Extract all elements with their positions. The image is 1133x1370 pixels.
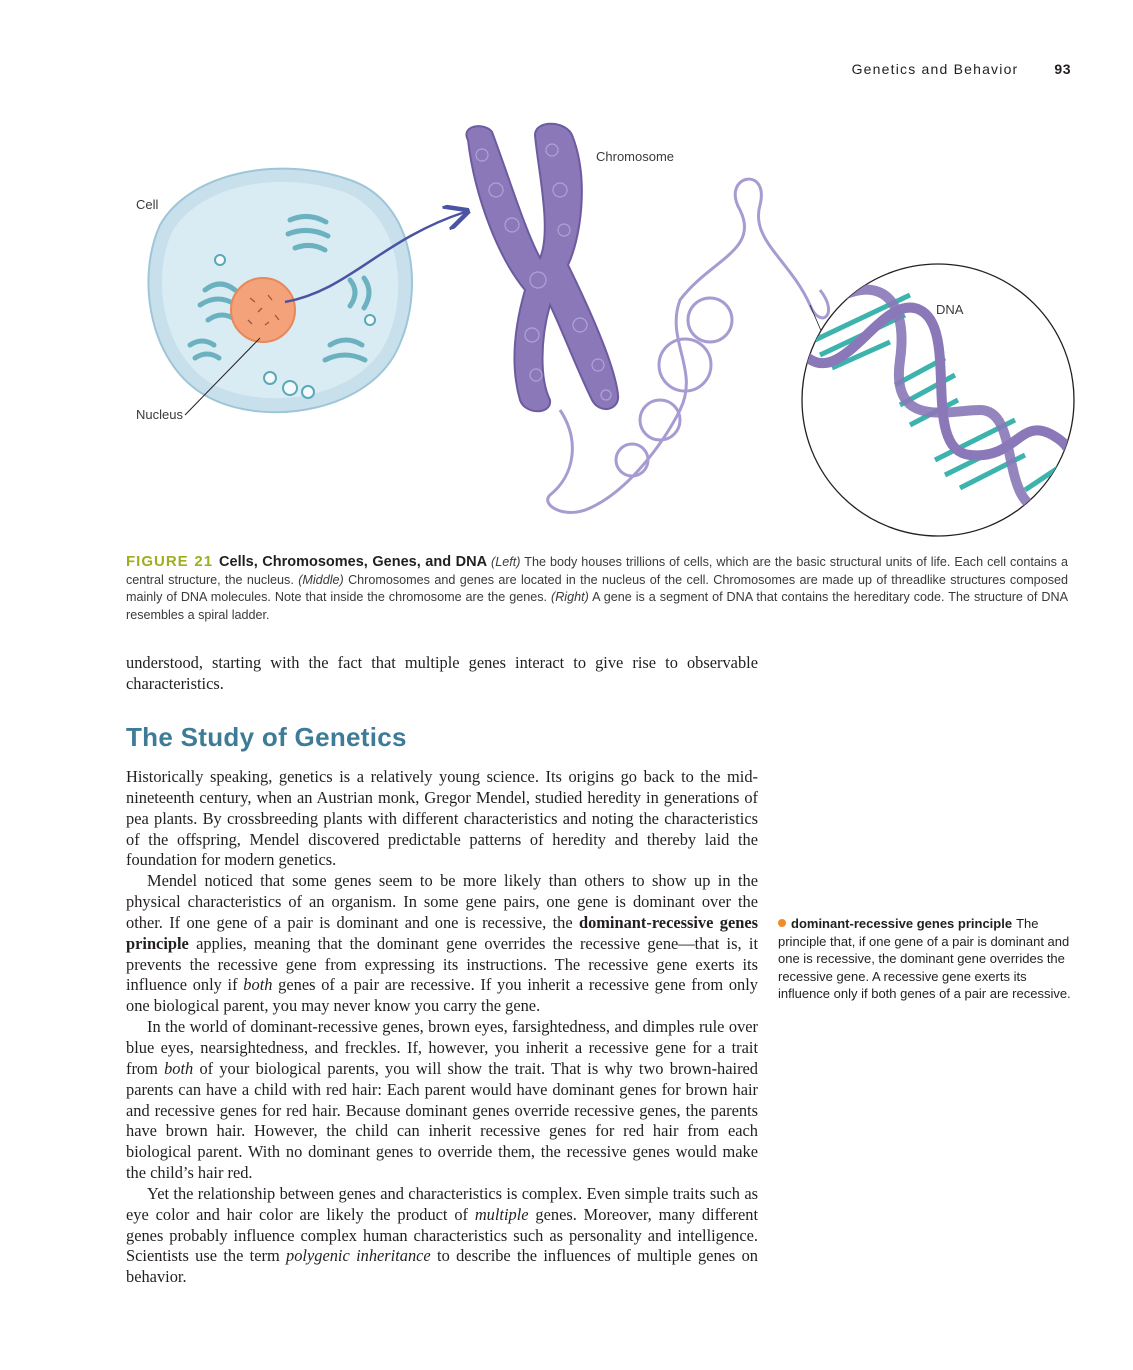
page-number: 93 (1054, 61, 1071, 77)
emphasis-both: both (243, 975, 273, 995)
figure-title: Cells, Chromosomes, Genes, and DNA (219, 554, 488, 570)
paragraph-2-text-a: Mendel noticed that some genes seem to be more likely than others to show up in the physical characteristics of an organism. In some gene pairs, one gene is dominant over the other. If one gene of a pair is dominant and one is recessive, the (126, 871, 758, 932)
definition-term: dominant-recessive genes principle (791, 916, 1013, 931)
emphasis-multiple: multiple (474, 1204, 529, 1224)
paragraph-4-text-c: to describe the influences of multiple genes on behavior. (126, 1246, 758, 1287)
section-body (126, 767, 758, 1288)
section-heading: The Study of Genetics (126, 722, 407, 752)
cell-label: Cell (136, 197, 159, 212)
paragraph-1: Historically speaking, genetics is a relatively young science. Its origins go back to the mid-nineteenth century, when an Austrian monk, Gregor Mendel, studied heredity in generations of pea plants. By crossbreeding plants with different characteristics and noting the characteristics of the offspring, Mendel discovered predictable patterns of heredity and thereby laid the foundation for modern genetics. (126, 767, 758, 870)
caption-left-marker: (Left) (491, 555, 521, 569)
paragraph-4-text-a: Yet the relationship between genes and characteristics is complex. Even simple traits such as eye color and hair color are likely the product of (126, 1183, 758, 1224)
nucleus-label: Nucleus (136, 407, 183, 422)
figure-caption (126, 553, 1068, 624)
caption-middle-text: Chromosomes and genes are located in the nucleus of the cell. Chromosomes are made up of threadlike structures composed mainly of DNA molecules. Note that inside the chromosome are the genes. (126, 572, 1068, 604)
paragraph-2-text-c: genes of a pair are recessive. If you inherit a recessive gene from only one biological parent, you may never know you carry the gene. (126, 975, 758, 1016)
paragraph-2-text-b: applies, meaning that the dominant gene overrides the recessive gene—that is, it prevents the recessive gene from expressing its instructions. The recessive gene exerts its influence only if (126, 933, 758, 995)
cell-illustration (136, 169, 412, 422)
paragraph-4 (126, 1184, 758, 1288)
emphasis-both-2: both (164, 1058, 194, 1078)
nucleus-shape (231, 278, 295, 342)
running-title: Genetics and Behavior (851, 61, 1019, 77)
key-term-dominant-recessive: dominant-recessive genes principle (126, 912, 758, 953)
continued-paragraph: understood, starting with the fact that multiple genes interact to give rise to observable characteristics. (126, 653, 758, 693)
paragraph-4-text-b: genes. Moreover, many different genes probably influence complex human characteristics such as personality and intelligence. Scientists use the term (126, 1204, 758, 1266)
chromosome-illustration (466, 124, 828, 513)
emphasis-polygenic-inheritance: polygenic inheritance (286, 1246, 431, 1266)
running-header (852, 61, 1071, 77)
paragraph-2 (126, 871, 758, 1017)
paragraph-3-text-a: In the world of dominant-recessive genes, brown eyes, farsightedness, and dimples rule over blue eyes, nearsightedness, and freckles. If, however, you inherit a recessive gene for a trait from (126, 1017, 758, 1078)
cell-chromosome-dna-diagram (120, 110, 1080, 540)
paragraph-3-text-b: of your biological parents, you will show the trait. That is why two brown-haired parents can have a child with red hair: Each parent would have dominant genes for brown hair and recessive genes for red hair. Because dominant genes override recessive genes, the parents have brown hair. However, the child can inherit recessive genes for red hair from each biological parent. With no dominant genes to override them, the recessive genes would make the child’s hair red. (126, 1058, 758, 1183)
caption-right-text: A gene is a segment of DNA that contains the hereditary code. The structure of DNA resembles a spiral ladder. (126, 590, 1068, 622)
caption-right-marker: (Right) (551, 590, 589, 604)
chromosome-label: Chromosome (596, 149, 675, 164)
figure-number: FIGURE 21 (126, 553, 214, 570)
dna-label: DNA (936, 302, 964, 317)
dna-illustration (800, 264, 1080, 536)
paragraph-3 (126, 1017, 758, 1184)
figure-21-illustration (120, 110, 1080, 540)
bullet-dot-icon (778, 919, 786, 927)
caption-left-text: The body houses trillions of cells, which are the basic structural units of life. Each cell contains a central structure, the nucleus. (126, 555, 1068, 587)
caption-middle-marker: (Middle) (298, 572, 344, 587)
margin-definition (778, 915, 1078, 1003)
definition-text: The principle that, if one gene of a pair is dominant and one is recessive, the dominant gene overrides the recessive gene. A recessive gene exerts its influence only if both genes of a pair are recessive. (778, 916, 1071, 1001)
